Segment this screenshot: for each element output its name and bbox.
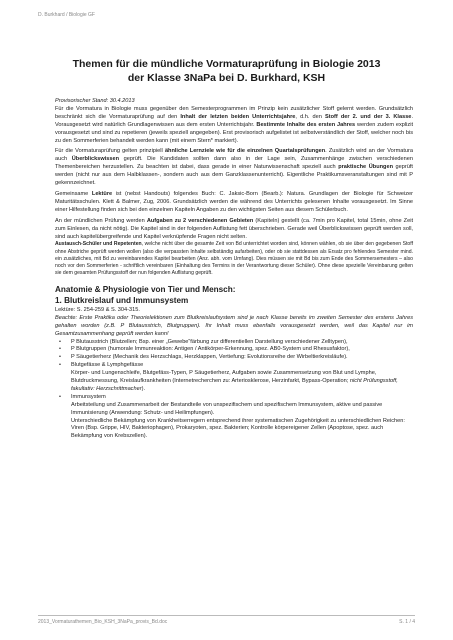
paragraph-lektuere: Gemeinsame Lektüre ist (nebst Handouts) folgendes Buch: C. Jaksic-Born (Bearb.): Natura. Grundlagen der Biologie für Schweizer Maturitätsschulen. Klett & Balmer, Zug, 2006. Grundsätzlich werden die während des Unterrichts gelesenen Inhalte vorausgesetzt. Im Sinne einer Hilfestellung finden sich bei den einzelnen Kapiteln Angaben zu den wichtigsten Seiten aus diesem Schülerbuch. [55,190,413,213]
list-item: • P Blutausstrich (Blutzellen; Bsp. einer „Gewebe“färbung zur differentiellen Darstellung verschiedener Zelltypen), [55,339,413,347]
document-title-line-1: Themen für die mündliche Vormaturaprüfung in Biologie 2013 [72,58,381,70]
paragraph-lernziele: Für die Vormaturaprüfung gelten prinzipiell ähnliche Lernziele wie für die einzelnen Quartalsprüfungen. Zusätzlich wird an der Vormatura auch Überblickswissen geprüft. Die Kandidaten sollten dann also in der Lage sein, Zusammenhänge zwischen verschiedenen Themenbereichen herzustellen. Zu beachten ist dabei, dass gerade in einer Naturwissenschaft speziell auch praktische Übungen geprüft werden (nicht nur aus dem Halbklassen-, sondern auch aus dem Ganzklassenunterricht). Eigentliche Praktikumsveranstaltungen sind mit P gekennzeichnet. [55,148,413,187]
paragraph-pruefung: An der mündlichen Prüfung werden Aufgaben zu 2 verschiedenen Gebieten (Kapiteln) gestellt (ca. 7min pro Kapitel, total 15min, ohne Zeit zum Einlesen, da nicht nötig). Die Kapitel sind in der folgenden Auflistung fett überschrieben. Gerade weil Überblickswissen geprüft werden soll, sind auch kapitelübergreifende und Kapitel verknüpfende Fragen nicht selten. [55,217,413,240]
running-header: D. Burkhard / Biologie GF [38,12,95,18]
footer-divider [38,615,415,616]
list-item: • Immunsystem Arbeitsteilung und Zusammenarbeit der Bestandteile von unspezifischem und spezifischem Immunsystem, aktive und passive Immunisierung (Anwendung: Schutz- und Heilimpfungen). Unterschiedliche Bekämpfung von Krankheitserregern entsprechend ihrer systematischen Zugehörigkeit zu unterschiedlichen Reichen: Viren (Bsp. Grippe, HIV, Bakteriophagen), Prokaryoten, spez. Bakterien; Kontrolle körpereigener Zellen (Apoptose, spez. auch Bekämpfung von Krebszellen). [55,394,413,441]
chapter-heading: 1. Blutkreislauf und Immunsystem [55,295,189,305]
status-line: Provisorischer Stand: 30.4.2013 [55,98,135,104]
document-title-line-2: der Klasse 3NaPa bei D. Burkhard, KSH [127,72,326,84]
topic-list [55,339,413,442]
footer-filename: 2013_Vormaturathemen_Bio_KSH_3NaPa_provis_Bd.doc [38,619,168,625]
paragraph-austausch: Austausch-Schüler und Repetenten, welche nicht über die gesamte Zeit von Bd unterrichtet worden sind, können wählen, ob sie über den gegebenen Stoff ohne Abstriche geprüft werden wollen (also die verpassten Inhalte selbständig aufarbeiten), oder ob sie stattdessen als Ersatz pro fehlendes Semester mind. ein zusätzliches, mit Bd zu vereinbarendes Kapitel bearbeiten (Anz. abh. vom Umfang). Dies müssen sie mit Bd bis zum Ende des Sommersemesters – also noch vor den Sommerferien - schriftlich vereinbaren (Einhaltung des Termins in der Verantwortung dieser Schüler). Ohne diese spezielle Vereinbarung gelten sie dem gesamten Prüfungsstoff der nun folgenden Auflistung geprüft. [55,241,413,276]
reading-line: Lektüre: S. 254-259 & S. 304-315. [55,306,140,313]
list-item: • P Blutgruppen (humorale Immunreaktion: Antigen / Antikörper-Erkennung, spez. AB0-System und Rhesusfaktor), [55,346,413,354]
note-paragraph: Beachte: Erste Praktika oder Theorielektionen zum Blutkreislaufsystem sind je nach Klasse bereits im zweiten Semester des erstens Jahres gehalten worden (z.B. P Blutausstrich, Blutgruppen). Ihr Inhalt muss ebenfalls vorausgesetzt werden, weil das Kapitel nur im Gesamtzusammenhang geprüft werden kann! [55,314,413,337]
document-body [55,98,413,441]
paragraph-intro: Für die Vormatura in Biologie muss gegenüber den Semesterprogrammen im Prinzip kein zusätzlicher Stoff gelernt werden. Grundsätzlich beschränkt sich die Vormaturaprüfung auf den Inhalt der letzten beiden Unterrichtsjahre, d.h. den Stoff der 2. und der 3. Klasse. Vorausgesetzt wird natürlich Grundlagenwissen aus dem ersten Unterrichtsjahr. Bestimmte Inhalte des ersten Jahres werden zudem explizit vorausgesetzt und sind zu repetieren (jeweils speziell angegeben). Erst provisorisch aufgelistet ist selbstverständlich der Stoff, welcher noch bis zu den Sommerferien behandelt werden kann (mit einem Stern* markiert). [55,105,413,144]
footer-page-number: S. 1 / 4 [399,619,415,625]
section-heading: Anatomie & Physiologie von Tier und Mensch: [55,284,236,294]
list-item: • Blutgefässe & Lymphgefässe Körper- und Lungenschleife, Blutgefäss-Typen, P Säugetierherz, Aufgaben sowie Zusammensetzung von Blut und Lymphe, Blutdruckmessung, Kreislaufkrankheiten (Internetrecherchen zu: Arteriosklerose, Herzinfarkt, Bypass-Operation; nicht Prüfungsstoff, fakultativ: Herzschrittmacher). [55,362,413,394]
list-item: • P Säugetierherz (Mechanik des Herzschlags, Herzklappen, Vertiefung: Evolutionsreihe der Wirbeltierkreisläufe). [55,354,413,362]
